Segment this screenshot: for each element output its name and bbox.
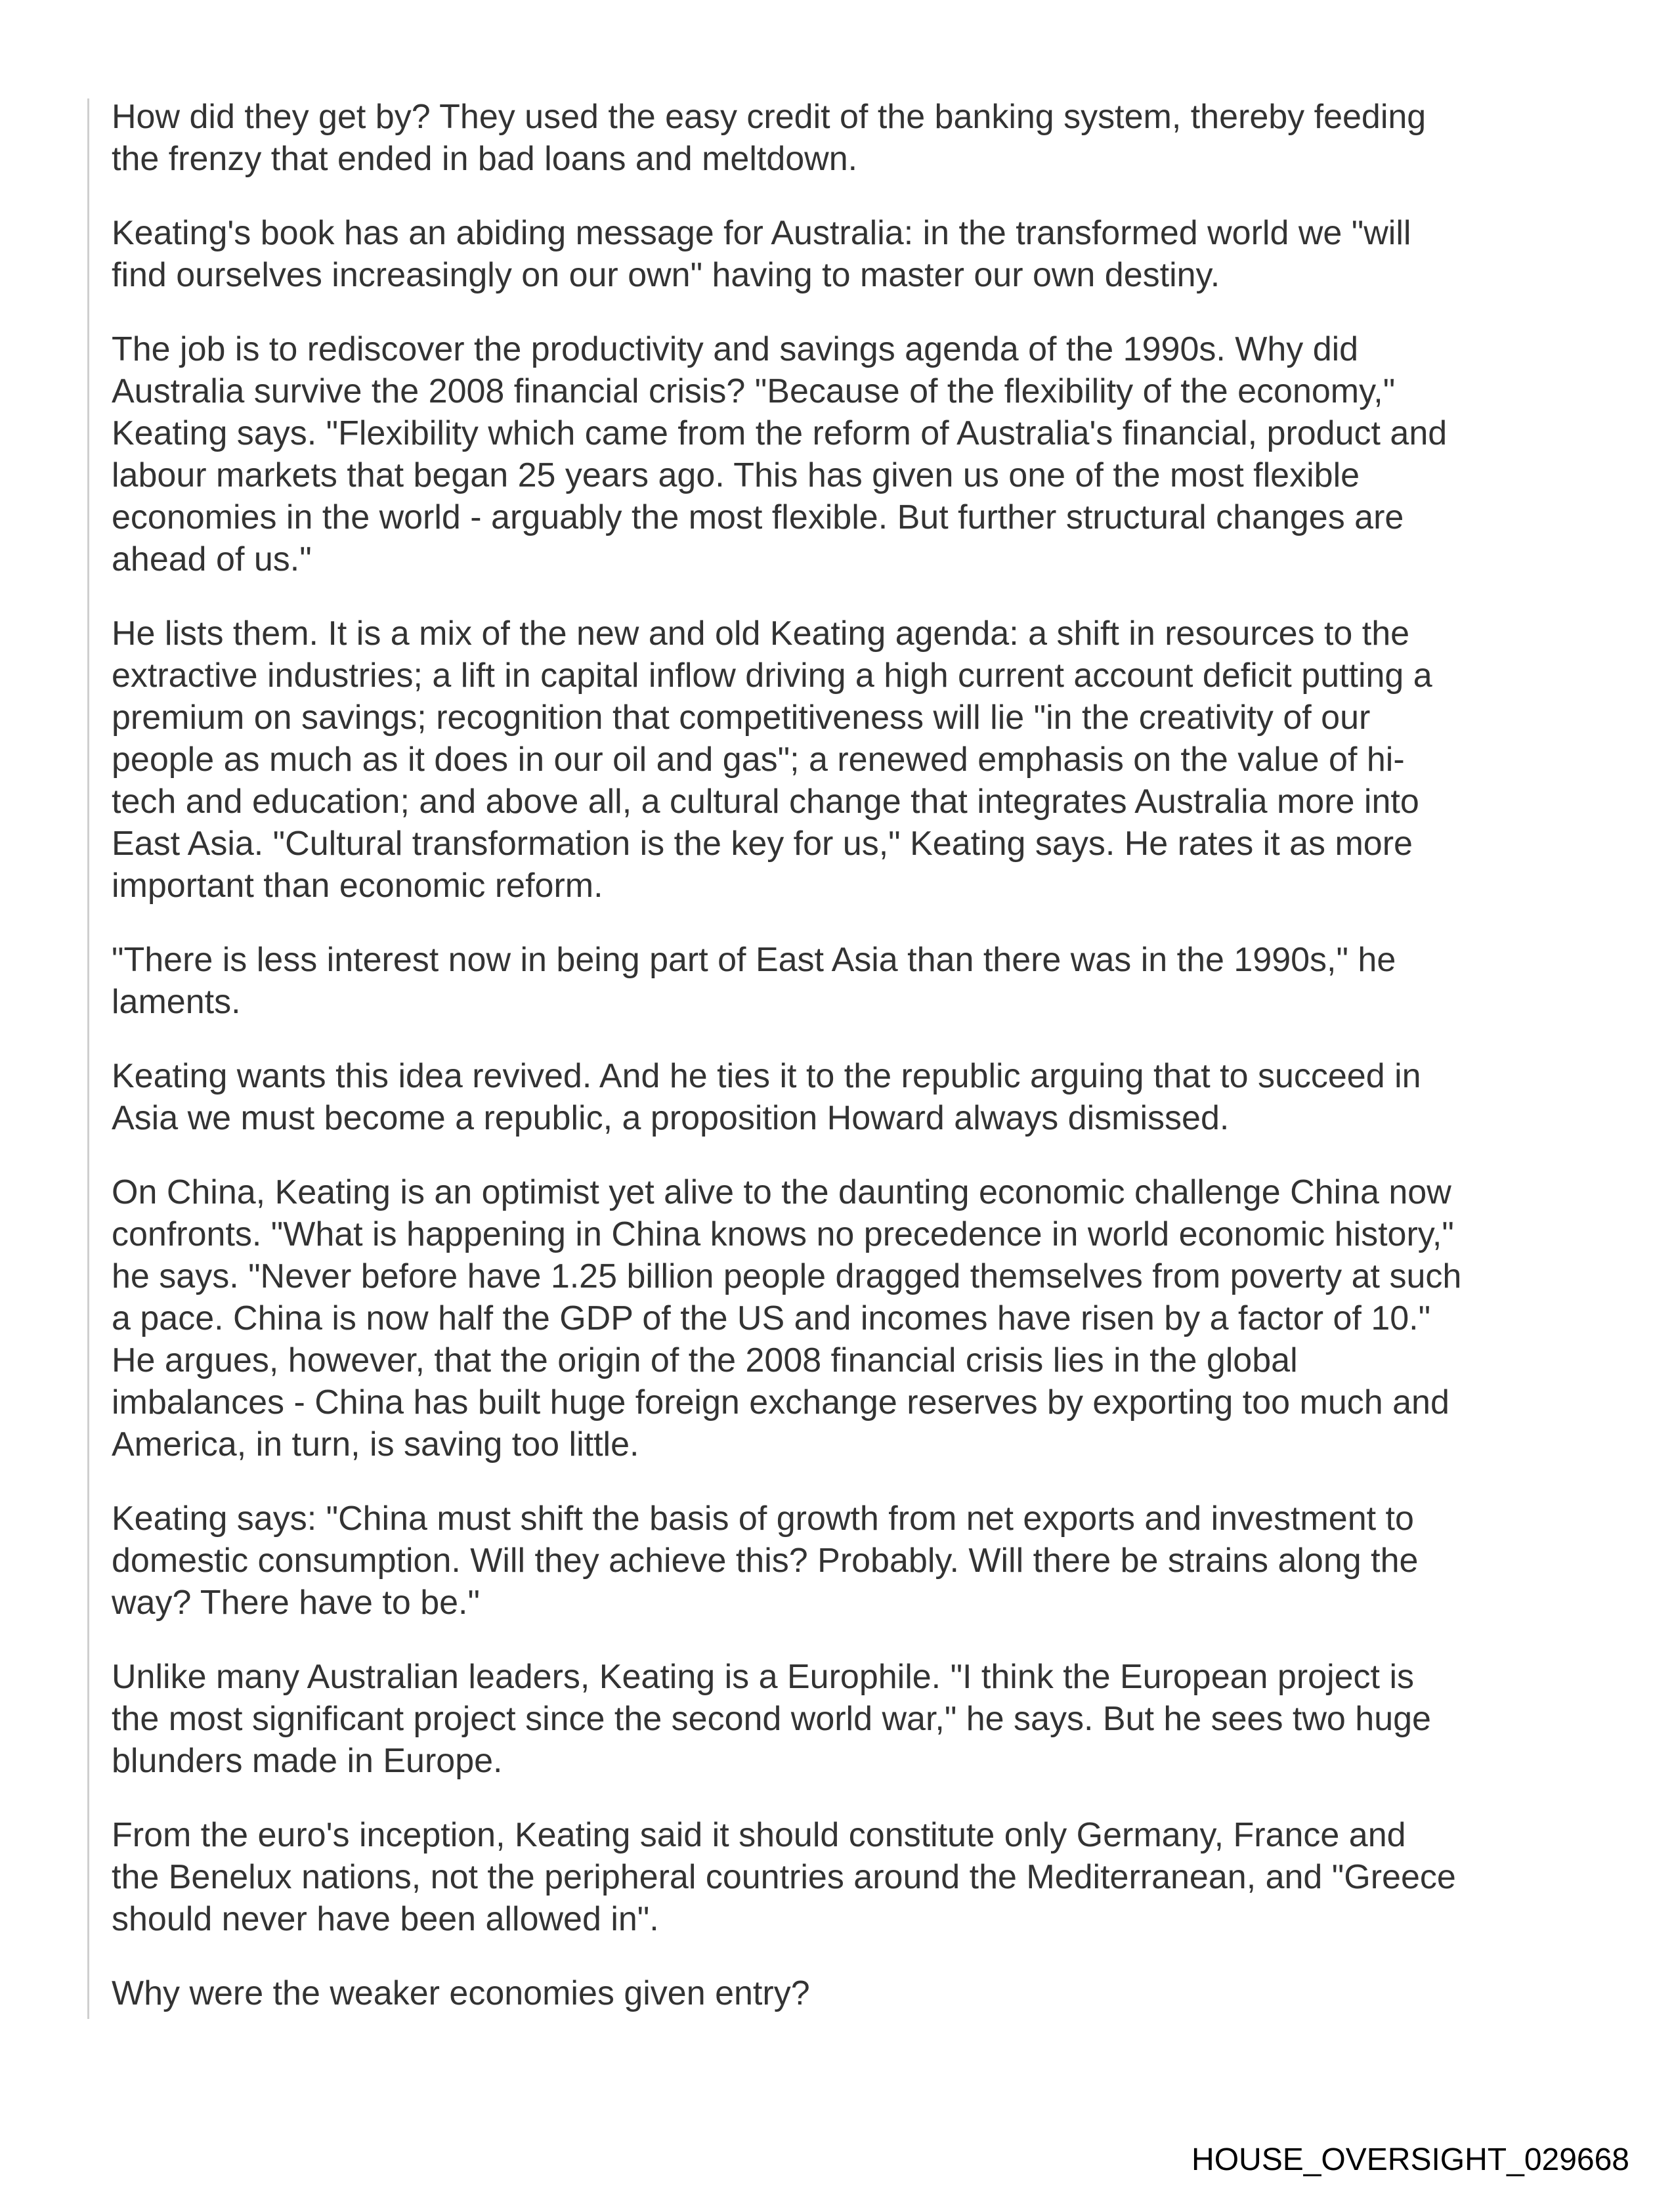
text-line: the most significant project since the second world war," he says. But he sees two huge	[112, 1700, 1431, 1738]
text-line: The job is to rediscover the productivity and savings agenda of the 1990s. Why did	[112, 330, 1359, 368]
text-line: imbalances - China has built huge foreign exchange reserves by exporting too much and	[112, 1383, 1449, 1421]
text-line: On China, Keating is an optimist yet alive to the daunting economic challenge China now	[112, 1173, 1451, 1211]
text-line: Keating says: "China must shift the basis of growth from net exports and investment to	[112, 1500, 1414, 1538]
text-line: tech and education; and above all, a cultural change that integrates Australia more into	[112, 783, 1419, 821]
text-line: find ourselves increasingly on our own" having to master our own destiny.	[112, 256, 1220, 294]
text-line: should never have been allowed in".	[112, 1900, 659, 1938]
paragraph	[112, 328, 1661, 580]
paragraph	[112, 1171, 1661, 1465]
text-line: way? There have to be."	[112, 1584, 480, 1622]
paragraph	[112, 96, 1661, 180]
paragraph	[112, 939, 1661, 1023]
text-line: Australia survive the 2008 financial crisis? "Because of the flexibility of the economy,"	[112, 372, 1396, 410]
text-line: premium on savings; recognition that competitiveness will lie "in the creativity of our	[112, 699, 1371, 737]
text-line: confronts. "What is happening in China knows no precedence in world economic history,"	[112, 1215, 1454, 1253]
paragraph	[112, 212, 1661, 296]
text-line: the frenzy that ended in bad loans and meltdown.	[112, 140, 858, 178]
text-line: important than economic reform.	[112, 867, 603, 905]
text-line: extractive industries; a lift in capital inflow driving a high current account deficit putting a	[112, 657, 1432, 695]
text-line: He lists them. It is a mix of the new and old Keating agenda: a shift in resources to the	[112, 615, 1410, 653]
paragraph	[112, 1055, 1661, 1139]
text-line: He argues, however, that the origin of the 2008 financial crisis lies in the global	[112, 1341, 1298, 1379]
text-line: domestic consumption. Will they achieve this? Probably. Will there be strains along the	[112, 1542, 1419, 1580]
paragraph	[112, 1498, 1661, 1624]
paragraph	[112, 613, 1661, 907]
text-line: Keating wants this idea revived. And he ties it to the republic arguing that to succeed in	[112, 1057, 1421, 1095]
paragraph	[112, 1814, 1661, 1940]
text-line: he says. "Never before have 1.25 billion people dragged themselves from poverty at such	[112, 1257, 1462, 1295]
paragraph	[112, 1656, 1661, 1782]
text-line: Unlike many Australian leaders, Keating is a Europhile. "I think the European project is	[112, 1658, 1414, 1696]
text-line: Keating's book has an abiding message for Australia: in the transformed world we "will	[112, 214, 1411, 252]
text-line: economies in the world - arguably the most flexible. But further structural changes are	[112, 498, 1404, 536]
text-line: labour markets that began 25 years ago. This has given us one of the most flexible	[112, 456, 1360, 494]
text-line: ahead of us."	[112, 540, 312, 578]
document-id: HOUSE_OVERSIGHT_029668	[1191, 2142, 1629, 2177]
text-line: laments.	[112, 983, 241, 1021]
article-body	[112, 96, 1661, 2047]
text-line: America, in turn, is saving too little.	[112, 1425, 639, 1464]
text-line: How did they get by? They used the easy credit of the banking system, thereby feeding	[112, 98, 1427, 136]
text-line: Why were the weaker economies given entry?	[112, 1974, 810, 2012]
text-line: the Benelux nations, not the peripheral countries around the Mediterranean, and "Greece	[112, 1858, 1456, 1896]
text-line: East Asia. "Cultural transformation is the key for us," Keating says. He rates it as more	[112, 825, 1413, 863]
paragraph	[112, 1972, 1661, 2014]
text-line: people as much as it does in our oil and gas"; a renewed emphasis on the value of hi-	[112, 741, 1405, 779]
text-line: blunders made in Europe.	[112, 1742, 503, 1780]
text-line: From the euro's inception, Keating said it should constitute only Germany, France and	[112, 1816, 1406, 1854]
text-line: Keating says. "Flexibility which came from the reform of Australia's financial, product and	[112, 414, 1448, 452]
quote-border	[87, 98, 89, 2019]
text-line: Asia we must become a republic, a proposition Howard always dismissed.	[112, 1099, 1230, 1137]
text-line: a pace. China is now half the GDP of the US and incomes have risen by a factor of 10."	[112, 1299, 1431, 1337]
text-line: "There is less interest now in being part of East Asia than there was in the 1990s," he	[112, 941, 1396, 979]
